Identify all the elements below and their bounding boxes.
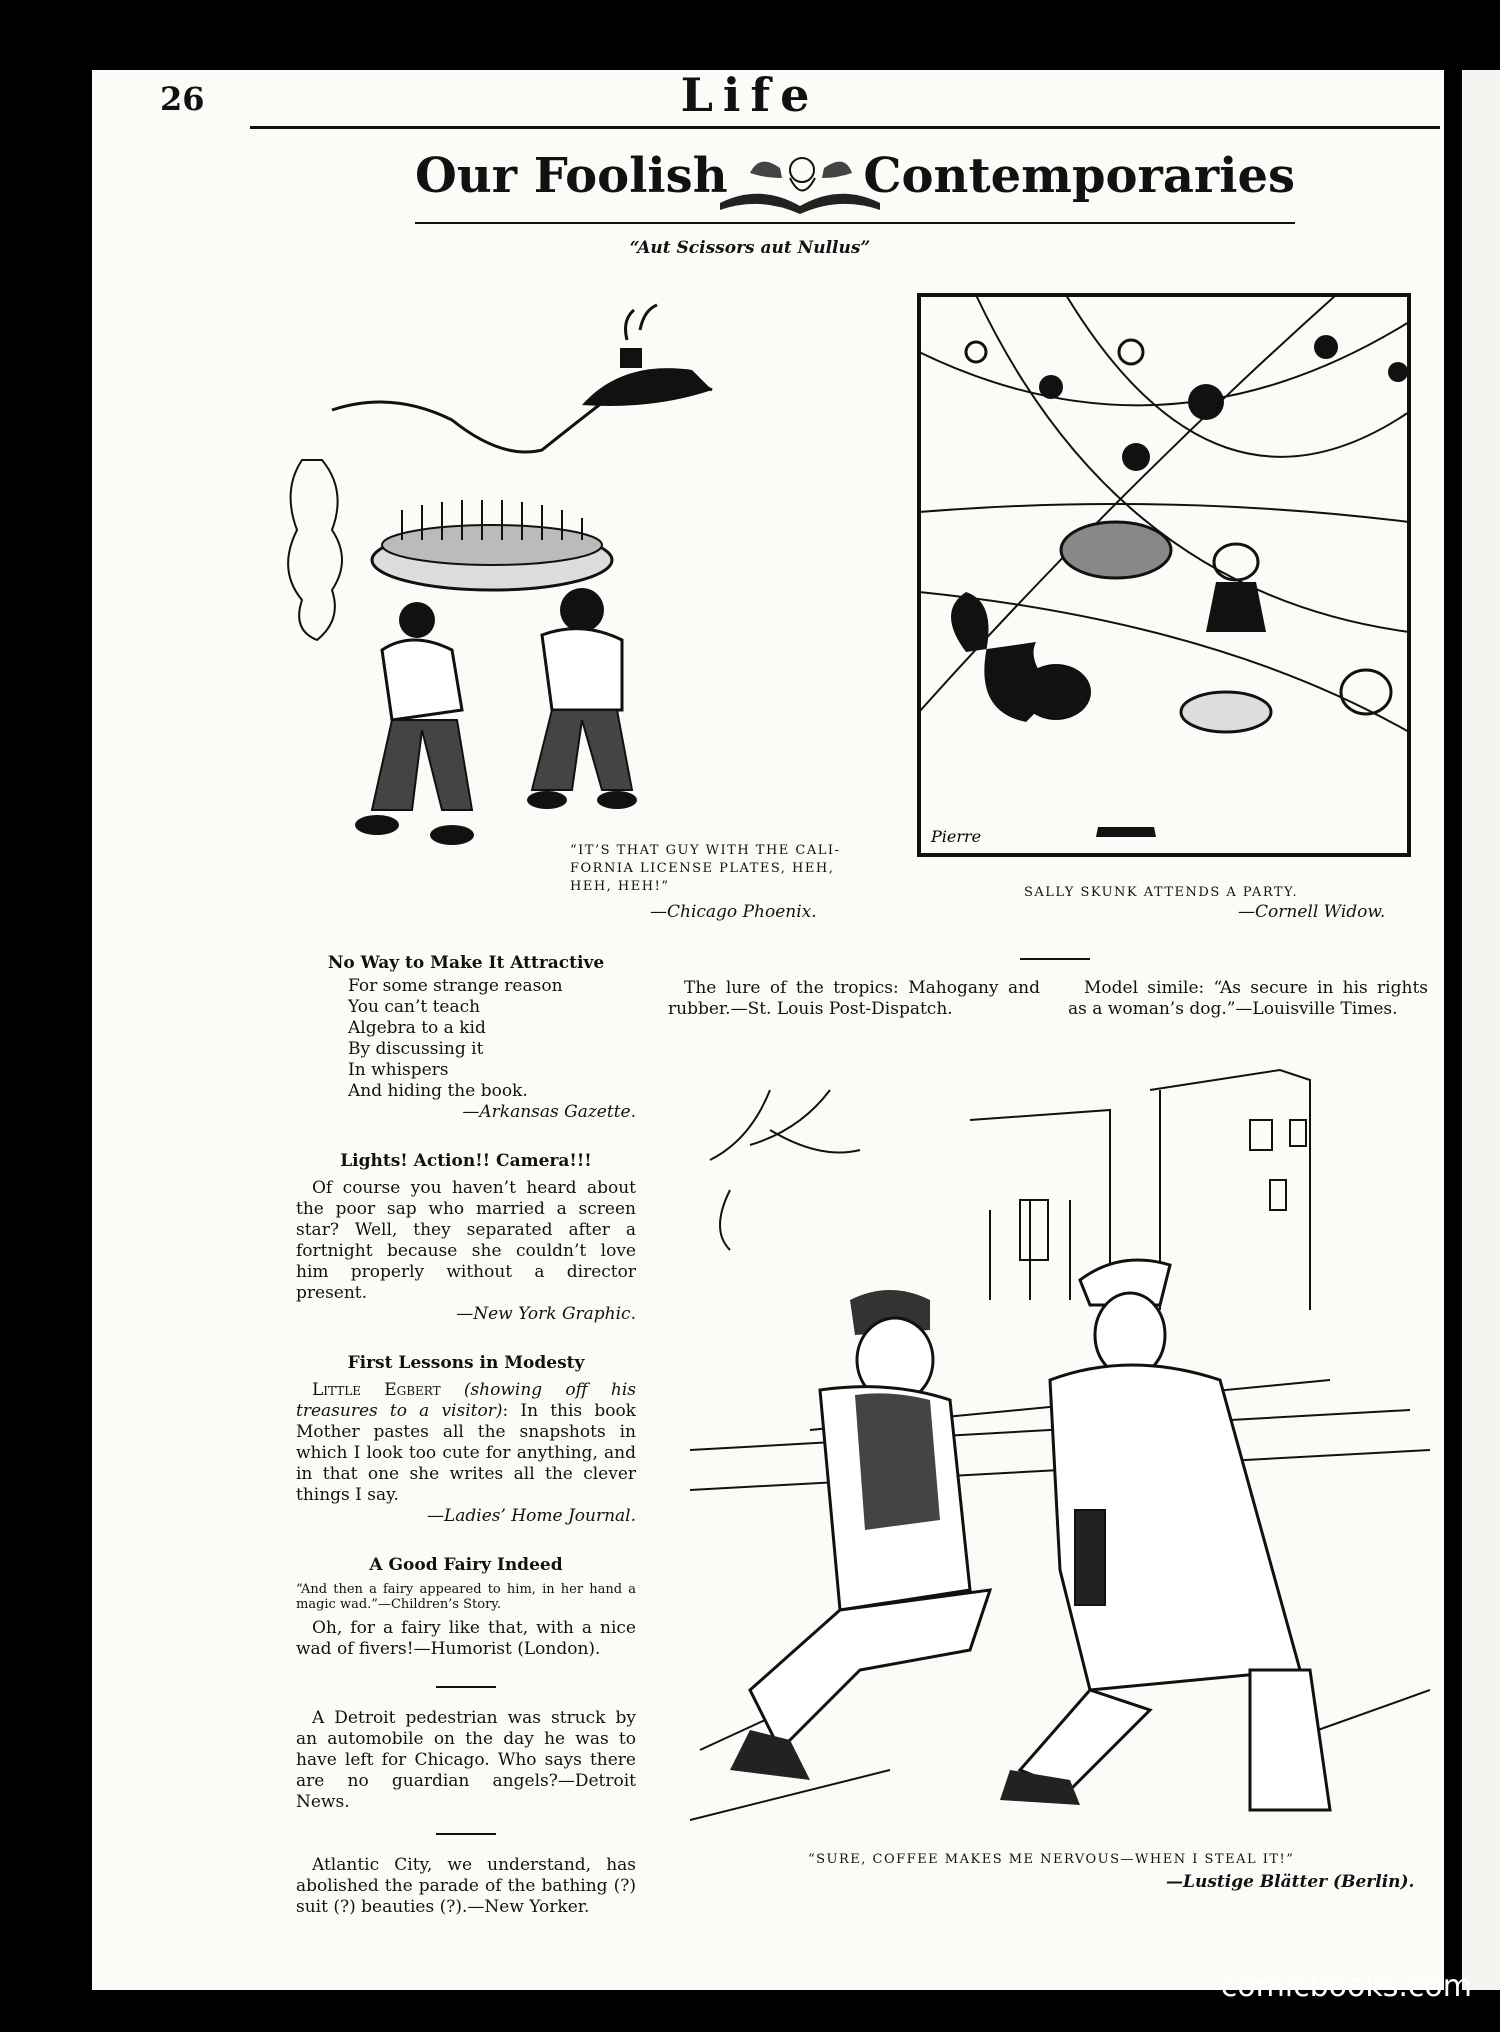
- cartoon3-caption: “SURE, COFFEE MAKES ME NERVOUS—WHEN I STEAL IT!”: [808, 1852, 1295, 1867]
- cartoon-sally-skunk: [916, 292, 1416, 862]
- poem-line: By discussing it: [348, 1039, 484, 1059]
- section-banner: [415, 148, 1295, 218]
- banner-rule: [415, 222, 1295, 224]
- item-title: First Lessons in Modesty: [347, 1353, 585, 1373]
- cartoon-california-plates: [272, 290, 872, 910]
- tropics-item: The lure of the tropics: Mahogany and rubber.—St. Louis Post-Dispatch.: [668, 978, 1040, 1019]
- cartoon2-signature: Pierre: [931, 827, 982, 846]
- item-source: —Ladies’ Home Journal.: [426, 1506, 636, 1526]
- body-text: : In this book Mother pastes all the snapshots in which I look too cute for anything, and in that one she writes all the clever things I say.: [296, 1401, 636, 1505]
- page-number: 26: [160, 80, 205, 118]
- item-source: —New York Graphic.: [456, 1304, 636, 1324]
- item-body: A Detroit pedestrian was struck by an automobile on the day he was to have left for Chicago. Who says there are no guardian angels?—Detroit News.: [296, 1708, 636, 1812]
- speaker: Little Egbert: [312, 1380, 441, 1400]
- caption-line: “IT’S THAT GUY WITH THE CALI-: [570, 843, 841, 858]
- caption-line: FORNIA LICENSE PLATES, HEH,: [570, 861, 835, 876]
- item-body: Oh, for a fairy like that, with a nice wad of fivers!—Humorist (London).: [296, 1618, 636, 1659]
- poem-line: For some strange reason: [348, 976, 563, 996]
- item-body: Atlantic City, we understand, has abolished the parade of the bathing (?) suit (?) beauties (?).—New Yorker.: [296, 1855, 636, 1917]
- cartoon1-caption: [570, 842, 870, 896]
- stage-direction: (showing off his treasures to a visitor): [296, 1380, 637, 1421]
- caption-line: HEH, HEH!”: [570, 879, 670, 894]
- item-source: —Arkansas Gazette.: [462, 1102, 636, 1122]
- item-title: Lights! Action!! Camera!!!: [340, 1151, 592, 1171]
- cherub-ornament-icon: [720, 148, 880, 218]
- cartoon-coffee-men-bench: [690, 1050, 1430, 1840]
- item-title: No Way to Make It Attractive: [327, 953, 605, 973]
- poem-line: In whispers: [348, 1060, 449, 1080]
- item-body: [296, 1380, 636, 1506]
- header-rule: [250, 126, 1440, 129]
- divider: [436, 1686, 496, 1688]
- poem-line: You can’t teach: [348, 997, 481, 1017]
- masthead-title: Life: [680, 68, 820, 122]
- banner-right: Contemporaries: [863, 148, 1295, 204]
- item-body: Of course you haven’t heard about the poor sap who married a screen star? Well, they separated after a fortnight because she couldn’t love him properly without a director present.: [296, 1178, 636, 1303]
- cartoon2-source: —Cornell Widow.: [1238, 902, 1386, 922]
- motto: “Aut Scissors aut Nullus”: [629, 238, 871, 258]
- simile-item: Model simile: “As secure in his rights as a woman’s dog.”—Louisville Times.: [1068, 978, 1428, 1019]
- item-quote: “And then a fairy appeared to him, in her hand a magic wad.”—Children’s Story.: [296, 1582, 636, 1612]
- divider: [436, 1833, 496, 1835]
- watermark: comicbooks.com: [1220, 1969, 1472, 2004]
- cartoon2-caption: SALLY SKUNK ATTENDS A PARTY.: [1024, 885, 1299, 900]
- divider: [1020, 958, 1090, 960]
- poem-line: And hiding the book.: [348, 1081, 528, 1101]
- cartoon1-source: —Chicago Phoenix.: [650, 902, 817, 922]
- left-column: [296, 953, 636, 1918]
- adjacent-page-edge: [1462, 70, 1500, 1990]
- banner-left: Our Foolish: [415, 148, 728, 204]
- cartoon3-source: —Lustige Blätter (Berlin).: [1166, 1872, 1415, 1892]
- poem: [296, 976, 636, 1102]
- item-title: A Good Fairy Indeed: [369, 1555, 563, 1575]
- poem-line: Algebra to a kid: [348, 1018, 486, 1038]
